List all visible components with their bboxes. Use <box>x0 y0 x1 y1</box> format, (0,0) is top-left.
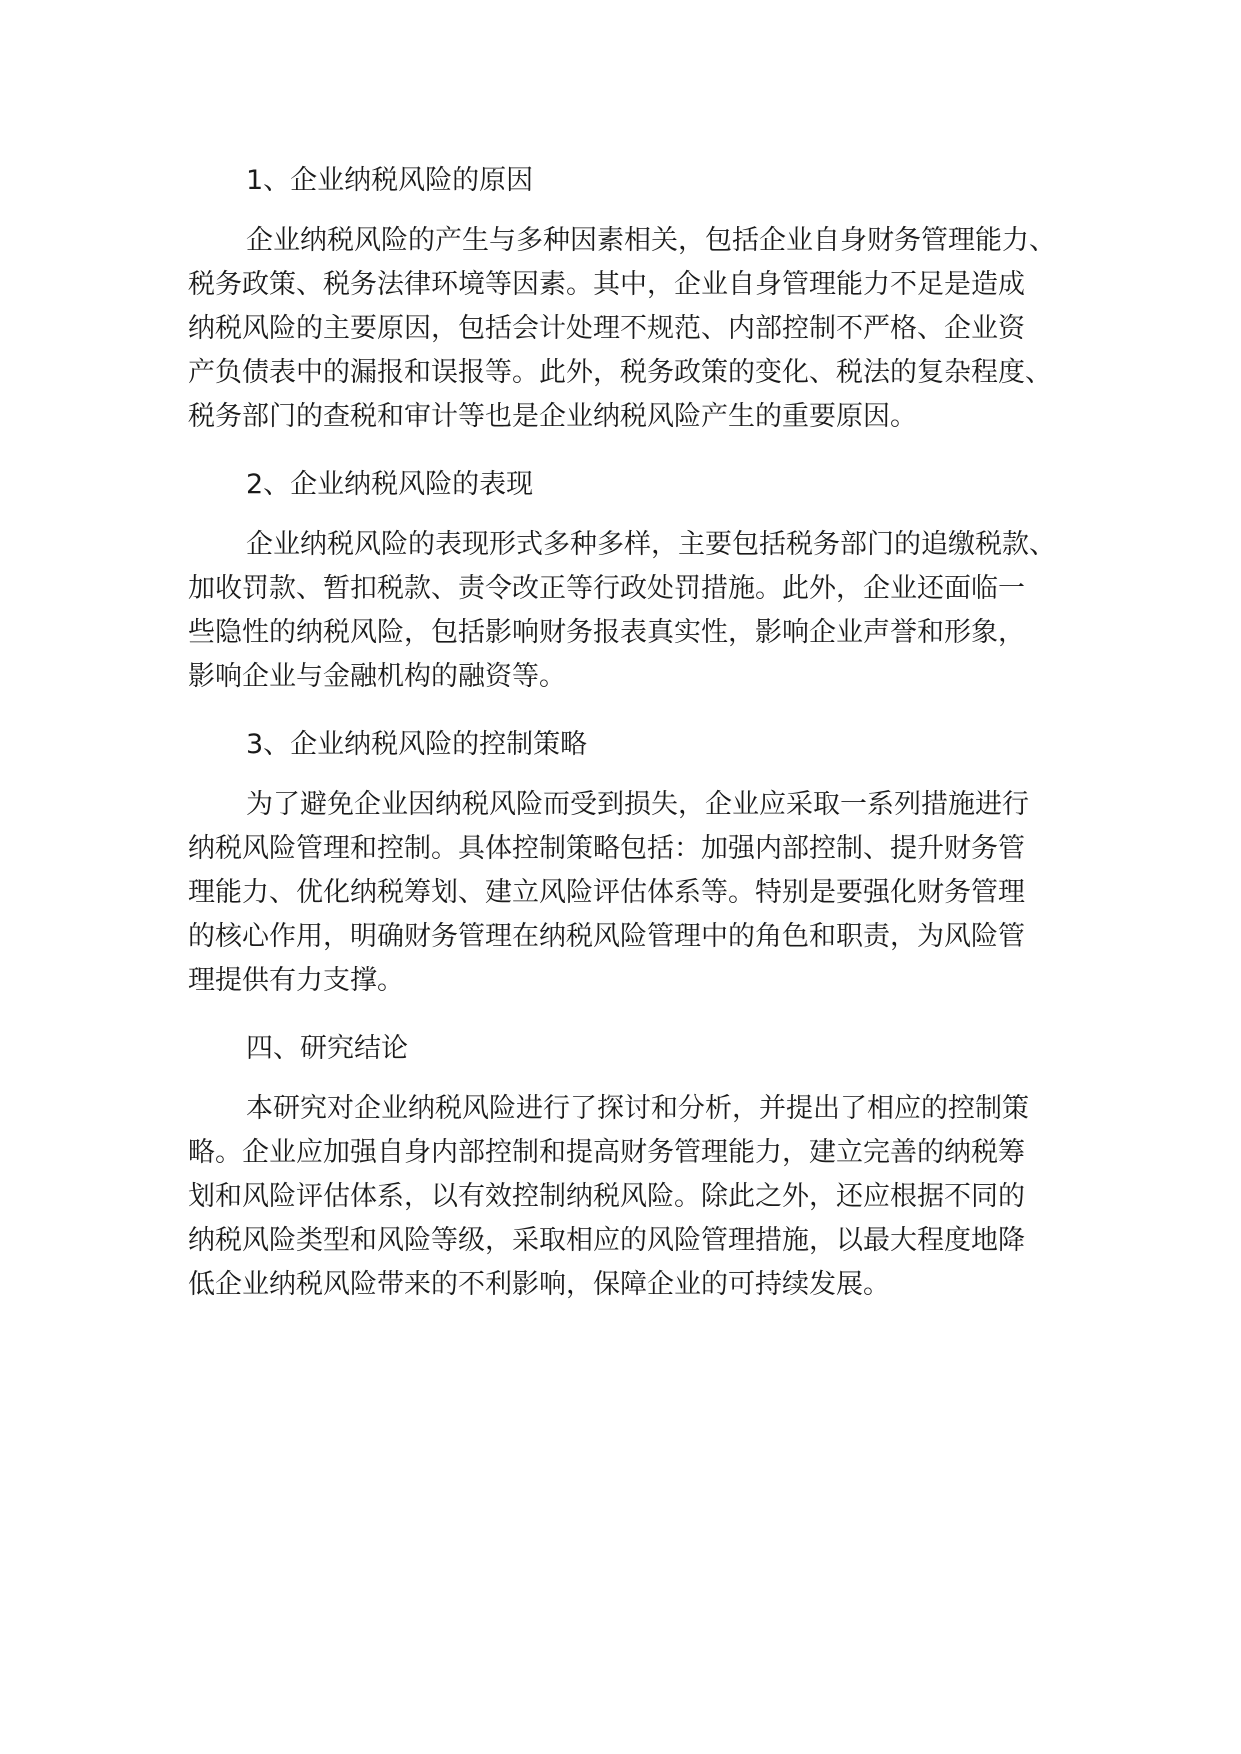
text-line: 为了避免企业因纳税风险而受到损失，企业应采取一系列措施进行 <box>246 789 1029 820</box>
section-heading: 四、研究结论 <box>246 1033 408 1064</box>
text-line: 些隐性的纳税风险，包括影响财务报表真实性，影响企业声誉和形象， <box>188 617 1025 648</box>
text-line: 理提供有力支撑。 <box>188 965 404 996</box>
text-line: 影响企业与金融机构的融资等。 <box>188 661 566 692</box>
section-heading: 3、企业纳税风险的控制策略 <box>246 729 588 760</box>
text-line: 纳税风险管理和控制。具体控制策略包括：加强内部控制、提升财务管 <box>188 833 1025 864</box>
text-line: 纳税风险类型和风险等级，采取相应的风险管理措施，以最大程度地降 <box>188 1225 1025 1256</box>
paragraph <box>188 219 1068 439</box>
document-body <box>188 155 1068 1327</box>
text-line: 的核心作用，明确财务管理在纳税风险管理中的角色和职责，为风险管 <box>188 921 1025 952</box>
text-line: 纳税风险的主要原因，包括会计处理不规范、内部控制不严格、企业资 <box>188 313 1025 344</box>
text-line: 产负债表中的漏报和误报等。此外，税务政策的变化、税法的复杂程度、 <box>188 357 1052 388</box>
section-control-strategies <box>188 719 1068 1003</box>
text-line: 理能力、优化纳税筹划、建立风险评估体系等。特别是要强化财务管理 <box>188 877 1025 908</box>
section-conclusion <box>188 1023 1068 1307</box>
text-line: 税务政策、税务法律环境等因素。其中，企业自身管理能力不足是造成 <box>188 269 1025 300</box>
text-line: 税务部门的查税和审计等也是企业纳税风险产生的重要原因。 <box>188 401 917 432</box>
text-line: 略。企业应加强自身内部控制和提高财务管理能力，建立完善的纳税筹 <box>188 1137 1025 1168</box>
paragraph <box>188 783 1068 1003</box>
text-line: 本研究对企业纳税风险进行了探讨和分析，并提出了相应的控制策 <box>246 1093 1029 1124</box>
text-line: 企业纳税风险的产生与多种因素相关，包括企业自身财务管理能力、 <box>246 225 1056 256</box>
text-line: 企业纳税风险的表现形式多种多样，主要包括税务部门的追缴税款、 <box>246 529 1056 560</box>
paragraph <box>188 523 1068 699</box>
section-heading: 2、企业纳税风险的表现 <box>246 469 534 500</box>
section-manifestations <box>188 459 1068 699</box>
text-line: 低企业纳税风险带来的不利影响，保障企业的可持续发展。 <box>188 1269 890 1300</box>
section-heading: 1、企业纳税风险的原因 <box>246 165 534 196</box>
paragraph <box>188 1087 1068 1307</box>
text-line: 加收罚款、暂扣税款、责令改正等行政处罚措施。此外，企业还面临一 <box>188 573 1025 604</box>
text-line: 划和风险评估体系，以有效控制纳税风险。除此之外，还应根据不同的 <box>188 1181 1025 1212</box>
section-causes <box>188 155 1068 439</box>
